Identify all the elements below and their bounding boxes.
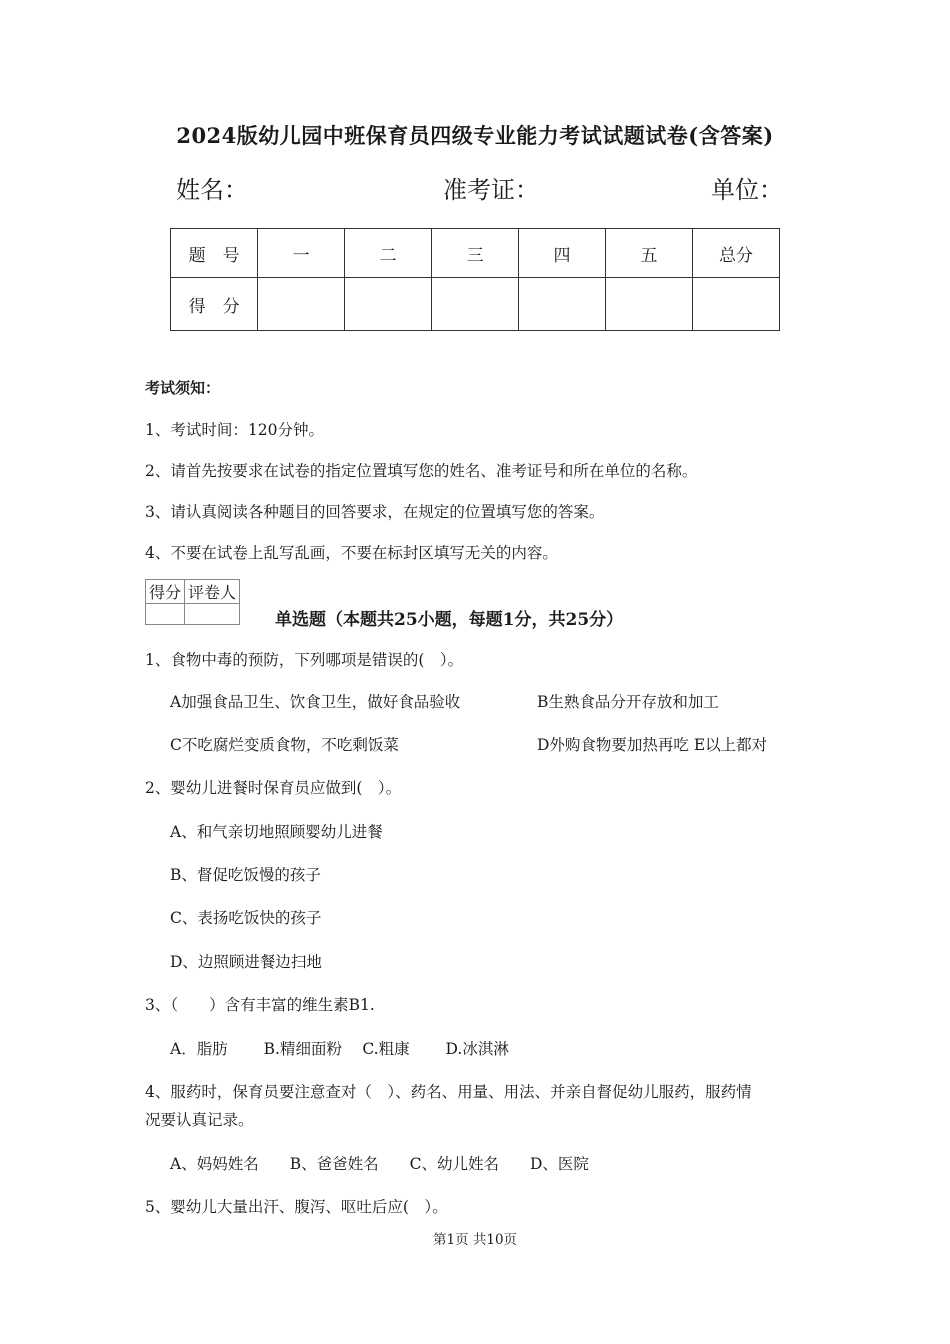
grader-score-cell[interactable]	[146, 604, 185, 625]
section-title: 单选题（本题共25小题，每题1分，共25分）	[275, 610, 624, 630]
question-options: A．脂肪 B.精细面粉 C.粗康 D.冰淇淋	[170, 1040, 509, 1058]
notice-heading: 考试须知：	[145, 379, 221, 397]
score-row-label: 得 分	[171, 278, 258, 331]
question-stem-continued: 况要认真记录。	[145, 1111, 254, 1129]
notice-item: 2、请首先按要求在试卷的指定位置填写您的姓名、准考证号和所在单位的名称。	[145, 462, 698, 480]
notice-item: 3、请认真阅读各种题目的回答要求，在规定的位置填写您的答案。	[145, 503, 605, 521]
question-option: A加强食品卫生、饮食卫生，做好食品验收	[170, 693, 461, 711]
score-header-cell: 一	[258, 229, 345, 278]
exam-id-field-label: 准考证：	[443, 176, 539, 204]
score-cell[interactable]	[692, 278, 779, 331]
question-options: A、妈妈姓名 B、爸爸姓名 C、幼儿姓名 D、医院	[170, 1155, 589, 1173]
question-option: B、督促吃饭慢的孩子	[170, 866, 321, 884]
score-table-score-row	[171, 278, 780, 331]
score-table	[170, 228, 780, 331]
score-cell[interactable]	[258, 278, 345, 331]
score-cell[interactable]	[432, 278, 519, 331]
name-field-label: 姓名：	[176, 176, 248, 204]
grader-reviewer-cell[interactable]	[185, 604, 240, 625]
question-stem: 4、服药时，保育员要注意查对（ ）、药名、用量、用法、并亲自督促幼儿服药，服药情	[145, 1083, 752, 1101]
score-cell[interactable]	[519, 278, 606, 331]
notice-item: 1、考试时间：120分钟。	[145, 421, 324, 439]
page-number: 第1页 共10页	[432, 1232, 518, 1248]
question-option: B生熟食品分开存放和加工	[537, 693, 719, 711]
score-header-cell: 三	[432, 229, 519, 278]
grader-box	[145, 579, 240, 625]
grader-score-label: 得分	[146, 580, 185, 604]
question-option: D、边照顾进餐边扫地	[170, 953, 322, 971]
score-header-cell: 题 号	[171, 229, 258, 278]
question-option: A、和气亲切地照顾婴幼儿进餐	[170, 823, 383, 841]
question-stem: 5、婴幼儿大量出汗、腹泻、呕吐后应( ）。	[145, 1198, 448, 1216]
score-header-cell: 二	[345, 229, 432, 278]
unit-field-label: 单位：	[711, 176, 783, 204]
score-cell[interactable]	[345, 278, 432, 331]
grader-reviewer-label: 评卷人	[185, 580, 240, 604]
question-option: D外购食物要加热再吃 E以上都对	[537, 736, 768, 754]
notice-item: 4、不要在试卷上乱写乱画，不要在标封区填写无关的内容。	[145, 544, 558, 562]
score-table-header-row	[171, 229, 780, 278]
question-stem: 1、食物中毒的预防，下列哪项是错误的( ）。	[145, 651, 464, 669]
question-stem: 3、（ ）含有丰富的维生素B1.	[145, 996, 375, 1014]
score-cell[interactable]	[606, 278, 693, 331]
document-title: 2024版幼儿园中班保育员四级专业能力考试试题试卷(含答案)	[176, 123, 774, 148]
score-header-cell: 五	[606, 229, 693, 278]
question-stem: 2、婴幼儿进餐时保育员应做到( ）。	[145, 779, 402, 797]
question-option: C、表扬吃饭快的孩子	[170, 909, 322, 927]
score-header-cell: 总分	[692, 229, 779, 278]
question-option: C不吃腐烂变质食物，不吃剩饭菜	[170, 736, 399, 754]
score-header-cell: 四	[519, 229, 606, 278]
